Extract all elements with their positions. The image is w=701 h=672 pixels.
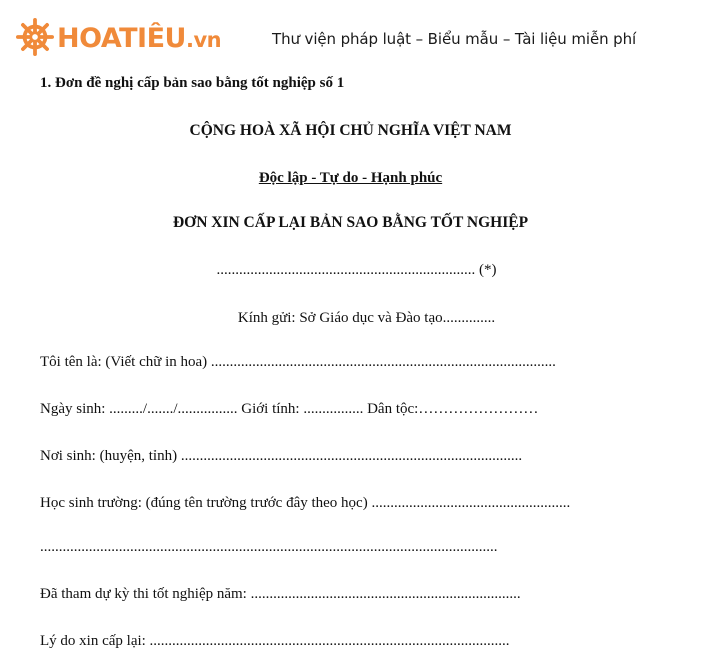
site-header [0,0,701,70]
field-school-continued: .......................................................................................................................... [40,539,498,555]
ship-wheel-icon [16,18,54,61]
field-full-name: Tôi tên là: (Viết chữ in hoa) ............................................................................................ [40,354,556,370]
field-exam-year: Đã tham dự kỳ thi tốt nghiệp năm: ........................................................................ [40,586,521,602]
place-line: ..................................................................... (*) [216,262,497,278]
brand-name: HOATIÊU.vn [57,22,222,54]
form-title: ĐƠN XIN CẤP LẠI BẢN SAO BẰNG TỐT NGHIỆP [172,214,529,231]
field-birth-gender-ethnicity: Ngày sinh: ........./......./................ Giới tính: ................ Dân tộc:…………………… [40,401,539,417]
brand-logo[interactable] [16,19,221,59]
section-title: 1. Đơn đề nghị cấp bản sao bằng tốt nghiệp số 1 [40,75,345,91]
recipient-line: Kính gửi: Sở Giáo dục và Đào tạo.............. [237,310,496,326]
site-tagline: Thư viện pháp luật – Biểu mẫu – Tài liệu miễn phí [272,30,637,48]
national-title: CỘNG HOÀ XÃ HỘI CHỦ NGHĨA VIỆT NAM [189,122,512,139]
field-reason: Lý do xin cấp lại: ................................................................................................ [40,633,510,649]
motto: Độc lập - Tự do - Hạnh phúc [258,170,443,186]
field-birthplace: Nơi sinh: (huyện, tỉnh) ........................................................................................... [40,448,523,464]
field-school: Học sinh trường: (đúng tên trường trước đây theo học) ..................................................... [40,495,571,511]
